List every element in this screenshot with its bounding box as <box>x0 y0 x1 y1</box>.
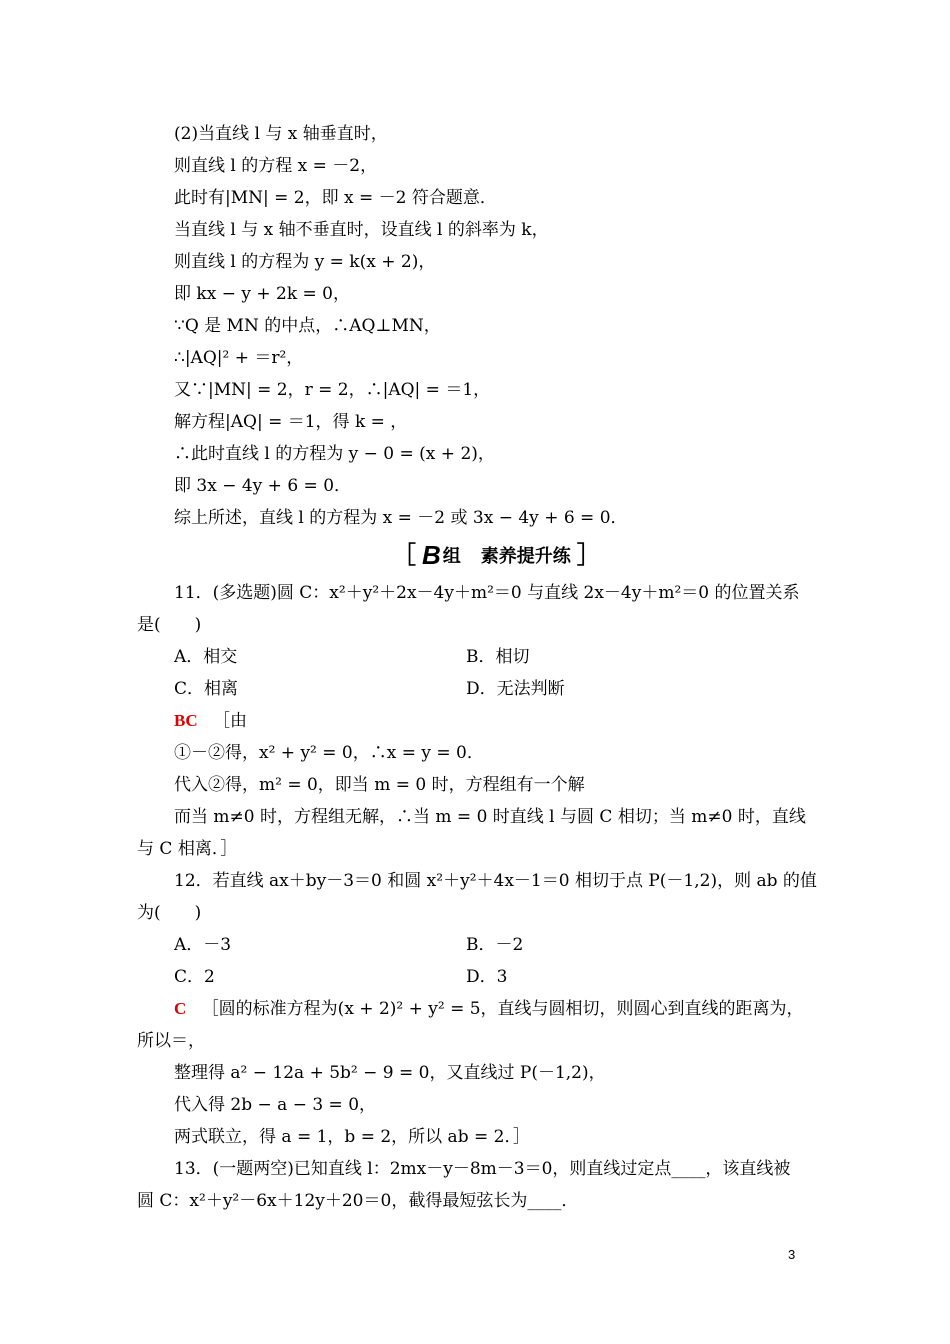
solution-line: 解方程|AQ| = ＝1，得 k = ， <box>174 412 408 432</box>
solution-line: 当直线 l 与 x 轴不垂直时，设直线 l 的斜率为 k， <box>174 220 549 240</box>
page-number: 3 <box>788 1247 796 1262</box>
group-letter: B <box>422 539 441 570</box>
solution-line: 此时有|MN| = 2，即 x = －2 符合题意． <box>174 188 497 208</box>
q11-option-b: B．相切 <box>466 647 530 667</box>
section-header <box>392 541 601 569</box>
q12-analysis-line: 整理得 a² − 12a + 5b² − 9 = 0，又直线过 P(－1,2)， <box>174 1063 606 1083</box>
q12-option-c: C．2 <box>174 967 215 987</box>
solution-line: 综上所述，直线 l 的方程为 x = －2 或 3x − 4y + 6 = 0． <box>174 508 628 528</box>
solution-line: 则直线 l 的方程 x = －2， <box>174 156 378 176</box>
q11-stem-cont: 是( ) <box>137 615 202 635</box>
q11-answer-line <box>174 710 247 732</box>
q13-stem: 13．(一题两空)已知直线 l：2mx－y－8m－3＝0，则直线过定点____，该直线被 <box>174 1159 791 1179</box>
q12-answer: C <box>174 999 187 1018</box>
q11-option-d: D．无法判断 <box>466 679 565 699</box>
solution-line: ∴此时直线 l 的方程为 y − 0 = (x + 2)， <box>174 444 495 464</box>
header-close-bracket: ］ <box>576 540 601 569</box>
solution-line: 则直线 l 的方程为 y = k(x + 2)， <box>174 252 436 272</box>
q12-stem: 12．若直线 ax＋by－3＝0 和圆 x²＋y²＋4x－1＝0 相切于点 P(－1,2)，则 ab 的值 <box>174 871 817 891</box>
q11-analysis-start: ［由 <box>213 711 248 731</box>
q11-analysis-line: 代入②得，m² = 0，即当 m = 0 时，方程组有一个解 <box>174 775 585 795</box>
q13-stem-cont: 圆 C：x²＋y²－6x＋12y＋20＝0，截得最短弦长为____． <box>137 1191 579 1211</box>
q12-analysis-line: 代入得 2b − a − 3 = 0， <box>174 1095 377 1115</box>
solution-line: (2)当直线 l 与 x 轴垂直时， <box>174 124 388 144</box>
section-title: 素养提升练 <box>480 546 571 567</box>
q11-analysis-line: 而当 m≠0 时，方程组无解，∴当 m = 0 时直线 l 与圆 C 相切；当 m≠0 时，直线 <box>174 807 806 827</box>
group-label: 组 <box>442 546 461 567</box>
solution-line: 即 3x − 4y + 6 = 0． <box>174 476 352 496</box>
q12-option-a: A．－3 <box>174 935 232 955</box>
q11-analysis-line: ①－②得，x² + y² = 0，∴x = y = 0． <box>174 743 484 763</box>
q12-analysis-line: 所以＝， <box>137 1031 205 1051</box>
q12-stem-cont: 为( ) <box>137 903 202 923</box>
q11-option-a: A．相交 <box>174 647 238 667</box>
q12-answer-line <box>174 998 804 1020</box>
q12-analysis-line: 两式联立，得 a = 1，b = 2，所以 ab = 2．］ <box>174 1127 530 1147</box>
q11-stem: 11．(多选题)圆 C：x²＋y²＋2x－4y＋m²＝0 与直线 2x－4y＋m²＝0 的位置关系 <box>174 583 800 603</box>
solution-line: 即 kx − y + 2k = 0， <box>174 284 350 304</box>
q11-option-c: C．相离 <box>174 679 239 699</box>
q12-option-d: D．3 <box>466 967 508 987</box>
q12-option-b: B．－2 <box>466 935 524 955</box>
solution-line: 又∵|MN| = 2，r = 2，∴|AQ| = ＝1， <box>174 380 491 400</box>
q12-analysis-start: ［圆的标准方程为(x + 2)² + y² = 5，直线与圆相切，则圆心到直线的距离为， <box>201 999 804 1019</box>
q11-answer: BC <box>174 711 198 730</box>
solution-line: ∴|AQ|² + ＝r²， <box>174 348 304 368</box>
solution-line: ∵Q 是 MN 的中点，∴AQ⊥MN， <box>174 316 441 336</box>
q11-analysis-line: 与 C 相离．］ <box>137 839 238 859</box>
header-open-bracket: ［ <box>392 540 416 569</box>
